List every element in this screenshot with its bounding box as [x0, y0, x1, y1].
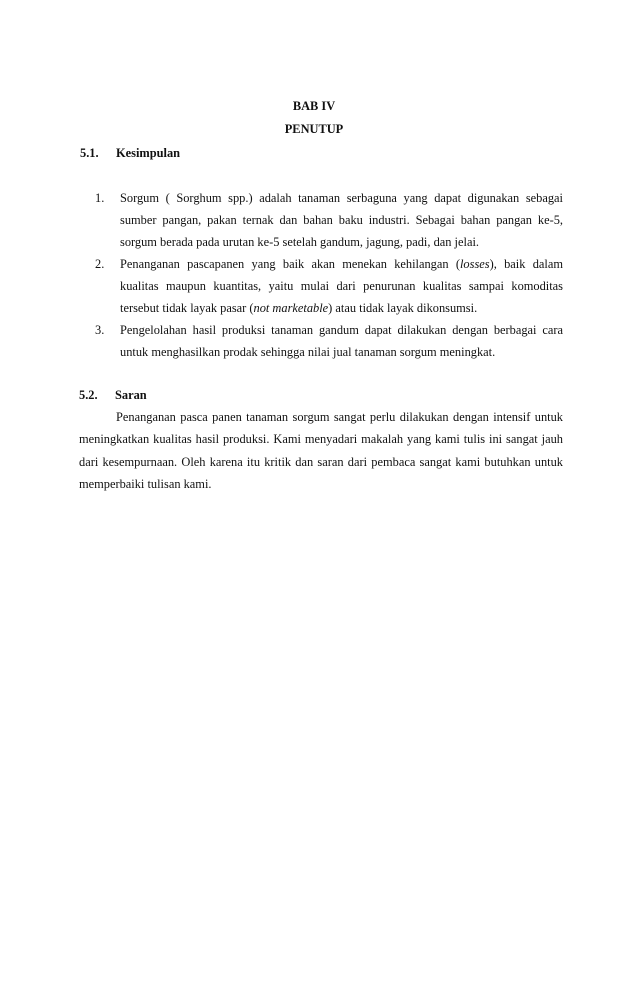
- chapter-title: PENUTUP: [284, 122, 344, 136]
- conclusion-list: [95, 187, 563, 363]
- section-heading-kesimpulan: [80, 146, 180, 161]
- list-item-text: Sorgum ( Sorghum spp.) adalah tanaman serbaguna yang dapat digunakan sebagai sumber pangan, pakan ternak dan bahan baku industri. Sebagai bahan pangan ke-5, sorgum berada pada urutan ke-5 setelah gandum, jagung, padi, dan jelai.: [120, 191, 563, 249]
- saran-paragraph: Penanganan pasca panen tanaman sorgum sangat perlu dilakukan dengan intensif untuk meningkatkan kualitas hasil produksi. Kami menyadari makalah yang kami tulis ini sangat jauh dari kesempurnaan. Oleh karena itu kritik dan saran dari pembaca sangat kami butuhkan untuk memperbaiki tulisan kami.: [79, 410, 563, 492]
- list-marker: 1.: [95, 191, 105, 205]
- list-item: [95, 319, 563, 363]
- list-item-text: Pengelolahan hasil produksi tanaman gandum dapat dilakukan dengan berbagai cara untuk menghasilkan prodak sehingga nilai jual tanaman sorgum meningkat.: [120, 323, 563, 359]
- text-segment: Penanganan pascapanen yang baik akan menekan kehilangan (: [120, 257, 460, 271]
- list-marker: 3.: [95, 323, 105, 337]
- section-title: Kesimpulan: [116, 146, 181, 160]
- italic-term: not marketable: [253, 301, 329, 315]
- list-item-text: [120, 257, 563, 315]
- italic-term: losses: [459, 257, 490, 271]
- list-item: [95, 187, 563, 253]
- list-item: [95, 253, 563, 319]
- text-segment: ), baik dalam kualitas maupun kuantitas, yaitu mulai dari penurunan kualitas sampai komoditas tersebut tidak layak pasar (: [120, 257, 563, 315]
- section-title: Saran: [115, 388, 147, 402]
- section-heading-saran: [79, 388, 147, 403]
- list-marker: 2.: [95, 257, 105, 271]
- chapter-number: BAB IV: [292, 99, 336, 113]
- text-segment: ) atau tidak layak dikonsumsi.: [328, 301, 478, 315]
- section-number: 5.2.: [79, 388, 98, 402]
- section-number: 5.1.: [80, 146, 99, 160]
